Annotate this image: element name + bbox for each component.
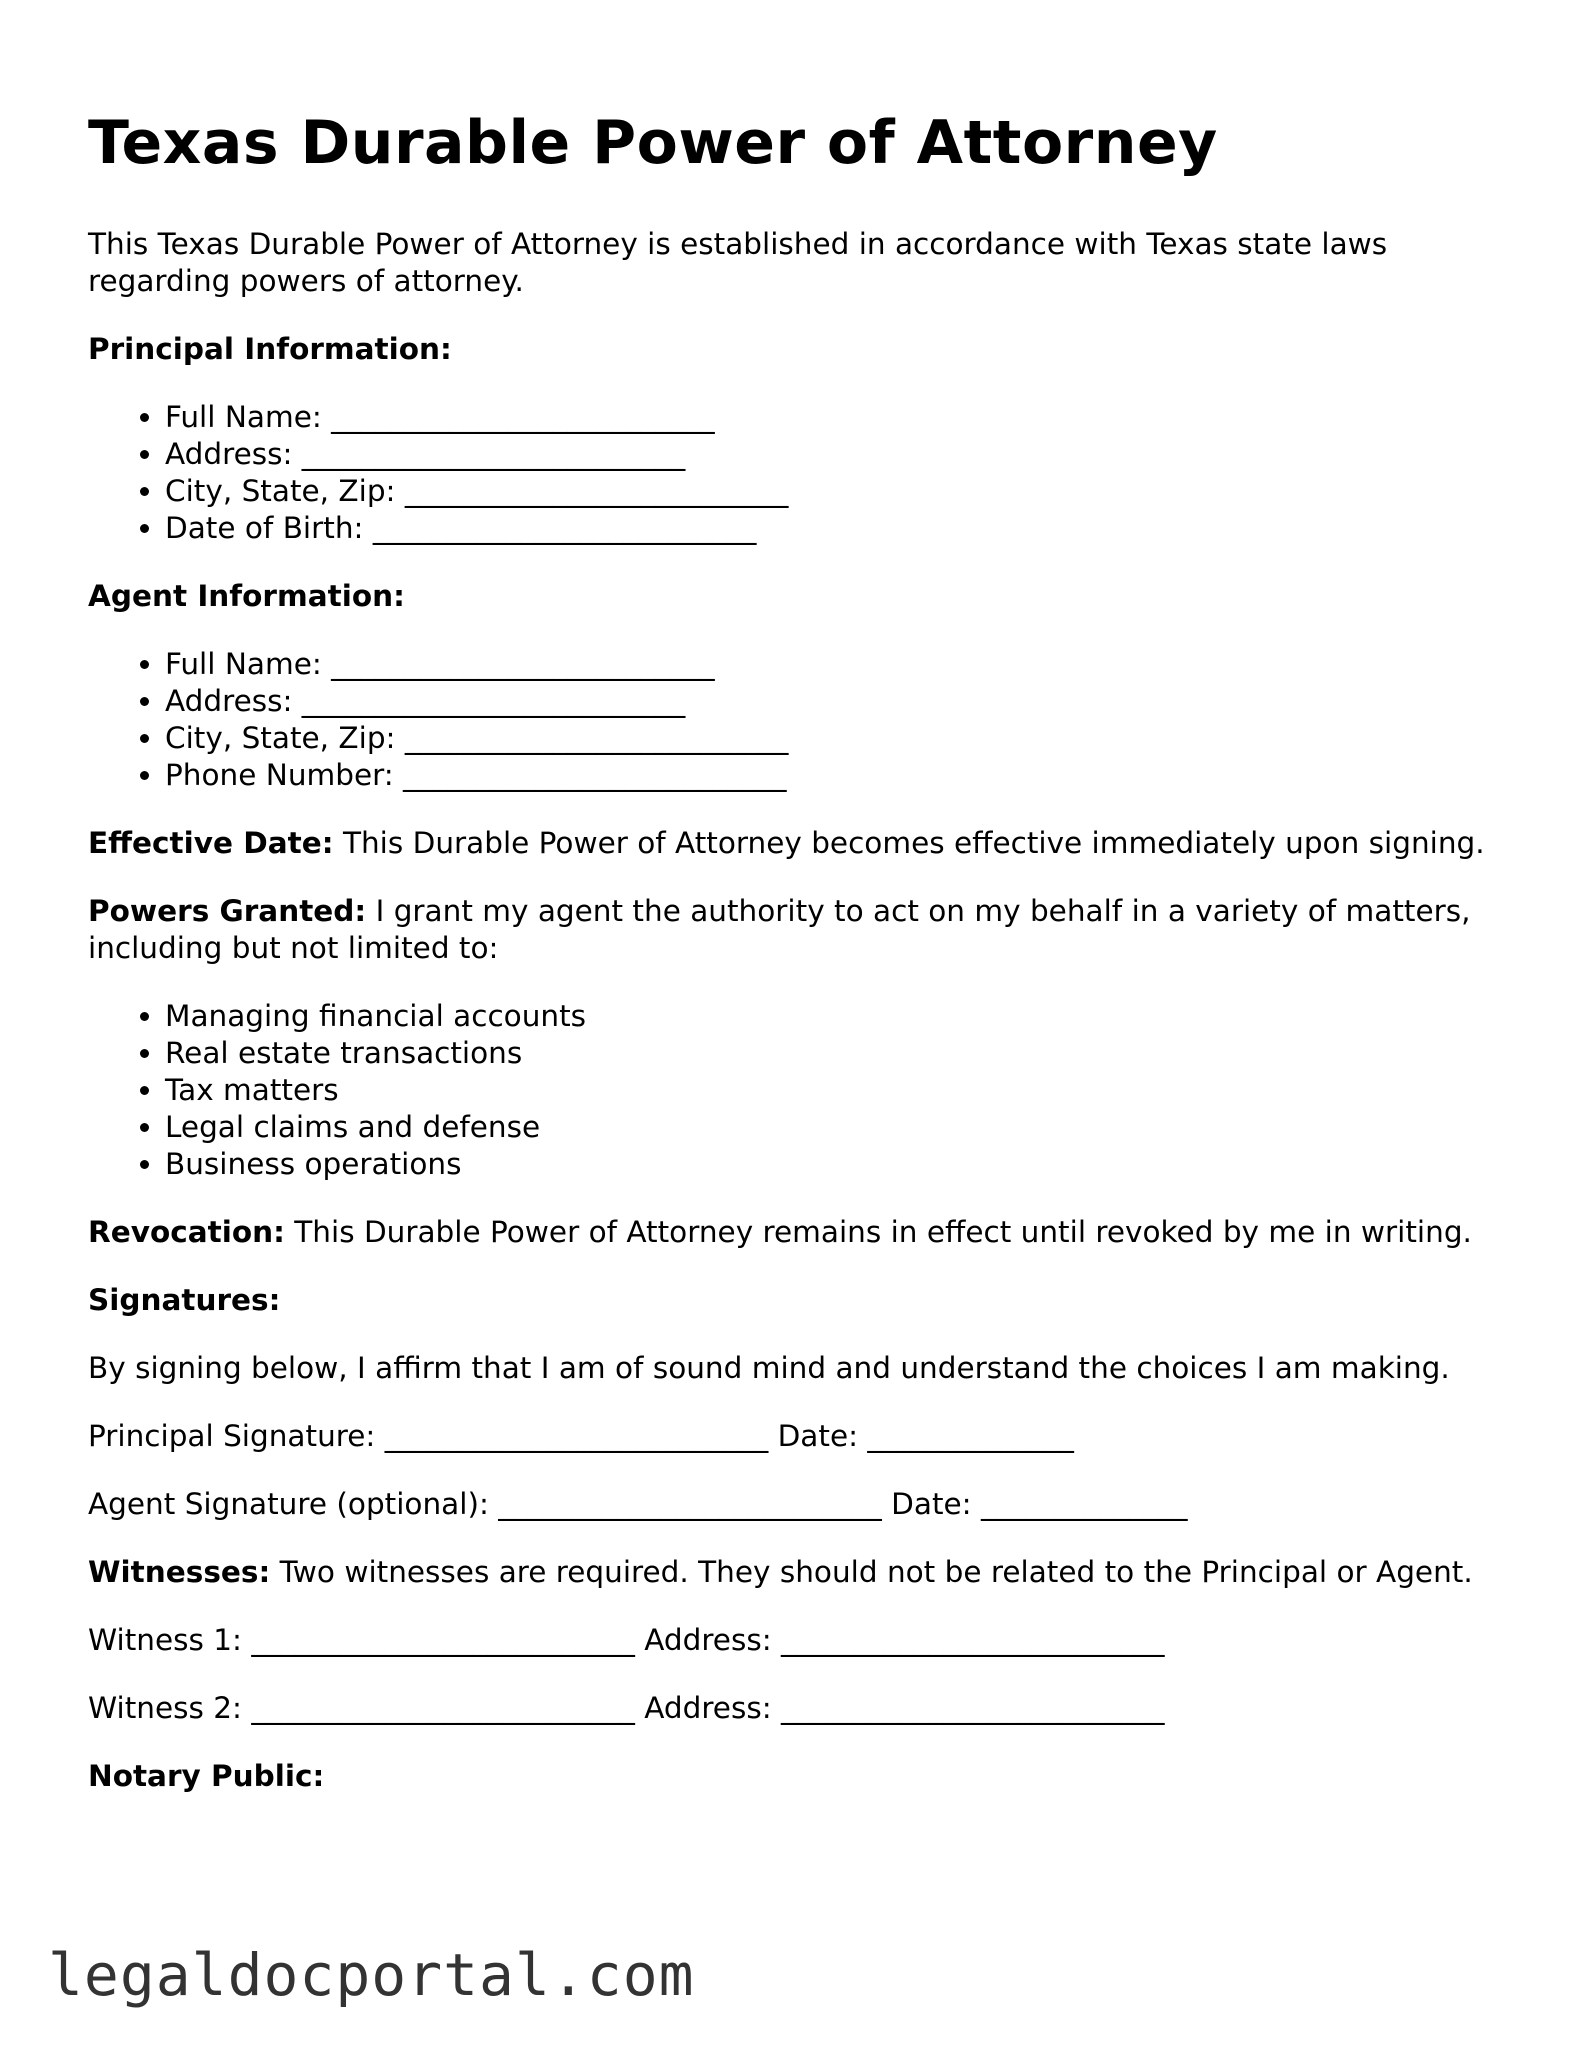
- agent-phone-number-field: • Phone Number: __________________________: [165, 757, 1508, 794]
- affirmation-paragraph: By signing below, I affirm that I am of sound mind and understand the choices I am making.: [88, 1351, 1450, 1385]
- signatures-heading: Signatures:: [88, 1283, 281, 1317]
- principal-address-field: • Address: __________________________: [165, 436, 1508, 473]
- power-item: • Business operations: [165, 1146, 1508, 1183]
- intro-paragraph: This Texas Durable Power of Attorney is established in accordance with Texas state laws regarding powers of attorney.: [88, 227, 1388, 298]
- effective-date-paragraph: [88, 825, 1508, 862]
- power-item: • Legal claims and defense: [165, 1109, 1508, 1146]
- revocation-paragraph: [88, 1214, 1508, 1251]
- powers-granted-text: I grant my agent the authority to act on my behalf in a variety of matters, including but not limited to:: [88, 894, 1471, 965]
- agent-full-name-field: • Full Name: __________________________: [165, 646, 1508, 683]
- witness-1-line: Witness 1: __________________________ Address: __________________________: [88, 1623, 1165, 1657]
- powers-granted-paragraph: [88, 893, 1508, 967]
- principal-full-name-field: • Full Name: __________________________: [165, 399, 1508, 436]
- agent-list: [88, 646, 1508, 794]
- power-item: • Managing financial accounts: [165, 998, 1508, 1035]
- principal-date-of-birth-field: • Date of Birth: __________________________: [165, 510, 1508, 547]
- witness-2-line: Witness 2: __________________________ Address: __________________________: [88, 1691, 1165, 1725]
- revocation-text: This Durable Power of Attorney remains in effect until revoked by me in writing.: [284, 1215, 1472, 1249]
- power-item: • Tax matters: [165, 1072, 1508, 1109]
- agent-city-state-zip-field: • City, State, Zip: __________________________: [165, 720, 1508, 757]
- agent-heading: Agent Information:: [88, 579, 405, 613]
- powers-list: [88, 998, 1508, 1183]
- witnesses-text: Two witnesses are required. They should not be related to the Principal or Agent.: [270, 1555, 1473, 1589]
- principal-signature-line: Principal Signature: __________________________ Date: ______________: [88, 1419, 1074, 1453]
- document-page: [88, 104, 1508, 1826]
- document-title: Texas Durable Power of Attorney: [88, 108, 1218, 178]
- principal-city-state-zip-field: • City, State, Zip: __________________________: [165, 473, 1508, 510]
- witnesses-label: Witnesses:: [88, 1555, 271, 1589]
- watermark: legaldocportal.com: [48, 1941, 695, 2009]
- agent-signature-line: Agent Signature (optional): __________________________ Date: ______________: [88, 1487, 1188, 1521]
- revocation-label: Revocation:: [88, 1215, 285, 1249]
- powers-granted-label: Powers Granted:: [88, 894, 367, 928]
- agent-address-field: • Address: __________________________: [165, 683, 1508, 720]
- principal-list: [88, 399, 1508, 547]
- principal-heading: Principal Information:: [88, 332, 452, 366]
- effective-date-text: This Durable Power of Attorney becomes effective immediately upon signing.: [333, 826, 1485, 860]
- effective-date-label: Effective Date:: [88, 826, 334, 860]
- power-item: • Real estate transactions: [165, 1035, 1508, 1072]
- notary-heading: Notary Public:: [88, 1759, 325, 1793]
- witnesses-paragraph: [88, 1554, 1508, 1591]
